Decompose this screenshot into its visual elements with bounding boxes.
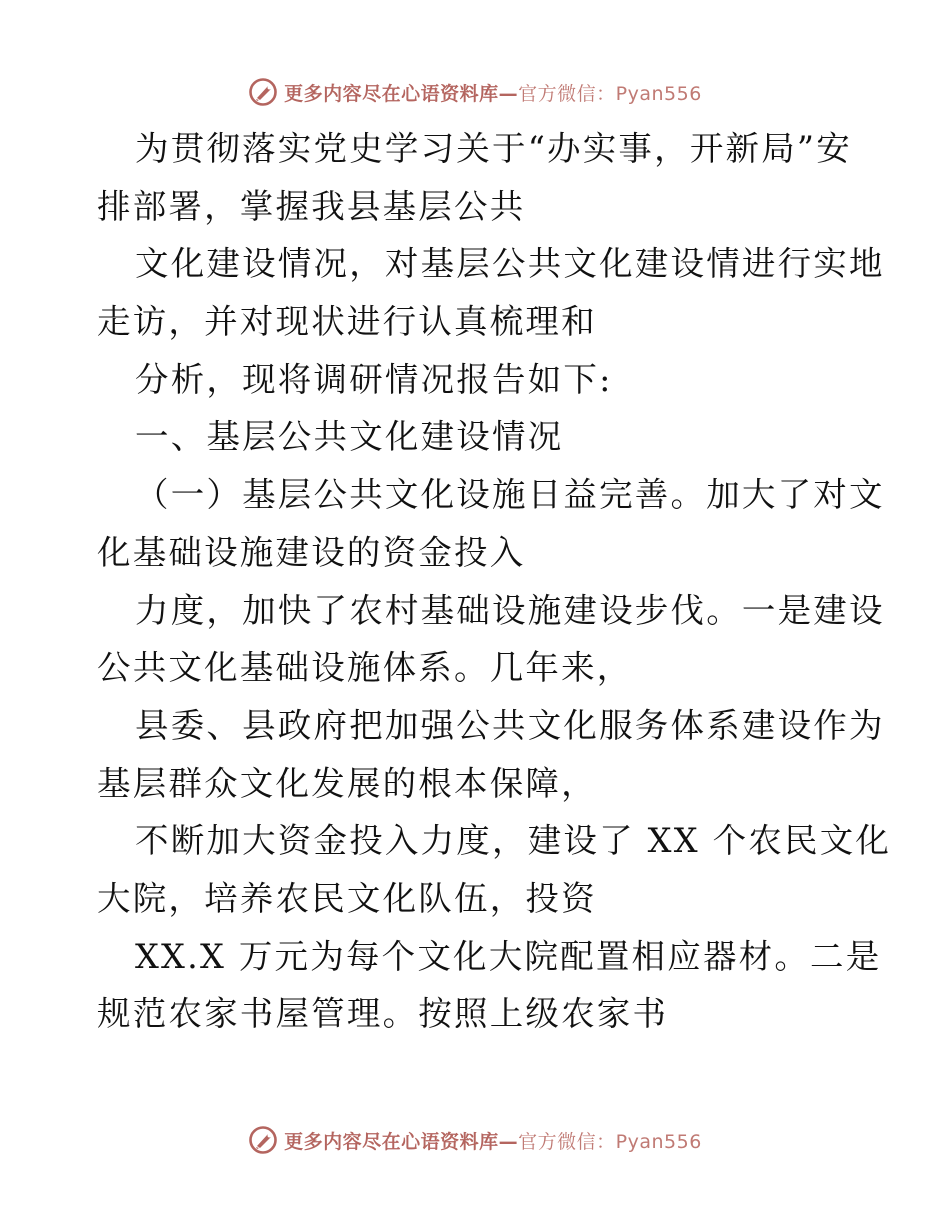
- banner-text: [284, 1127, 702, 1154]
- paragraph-line: 县委、县政府把加强公共文化服务体系建设作为: [135, 705, 885, 745]
- paragraph-line: 走访，并对现状进行认真梳理和: [97, 302, 597, 342]
- logo-icon: [248, 77, 278, 107]
- paragraph-line: 基层群众文化发展的根本保障，: [97, 763, 597, 803]
- paragraph-line: 不断加大资金投入力度，建设了 XX 个农民文化: [135, 821, 892, 861]
- paragraph-line: 排部署，掌握我县基层公共: [97, 186, 526, 226]
- footer-banner: [0, 1120, 950, 1160]
- banner-title: 更多内容尽在心语资料库—: [284, 1130, 519, 1153]
- paragraph-line: 大院，培养农民文化队伍，投资: [97, 878, 597, 918]
- paragraph-line: XX.X 万元为每个文化大院配置相应器材。二是: [135, 936, 882, 976]
- paragraph-line: 化基础设施建设的资金投入: [97, 532, 526, 572]
- banner-contact: 官方微信：Pyan556: [518, 1130, 702, 1153]
- paragraph-line: 文化建设情况，对基层公共文化建设情进行实地: [135, 244, 885, 284]
- paragraph-line: 力度，加快了农村基础设施建设步伐。一是建设: [135, 590, 885, 630]
- paragraph-line: 分析，现将调研情况报告如下:: [135, 359, 613, 399]
- banner-contact: 官方微信：Pyan556: [518, 82, 702, 105]
- paragraph-line: （一）基层公共文化设施日益完善。加大了对文: [135, 475, 885, 515]
- paragraph-line: 为贯彻落实党史学习关于“办实事，开新局”安: [135, 129, 852, 168]
- banner-title: 更多内容尽在心语资料库—: [284, 82, 519, 105]
- paragraph-line: 公共文化基础设施体系。几年来，: [97, 648, 633, 688]
- section-heading: 一、基层公共文化建设情况: [135, 417, 564, 457]
- paragraph-line: 规范农家书屋管理。按照上级农家书: [97, 994, 669, 1034]
- logo-icon: [248, 1125, 278, 1155]
- banner-text: [284, 79, 702, 106]
- header-banner: [0, 72, 950, 112]
- document-body: [97, 120, 892, 1043]
